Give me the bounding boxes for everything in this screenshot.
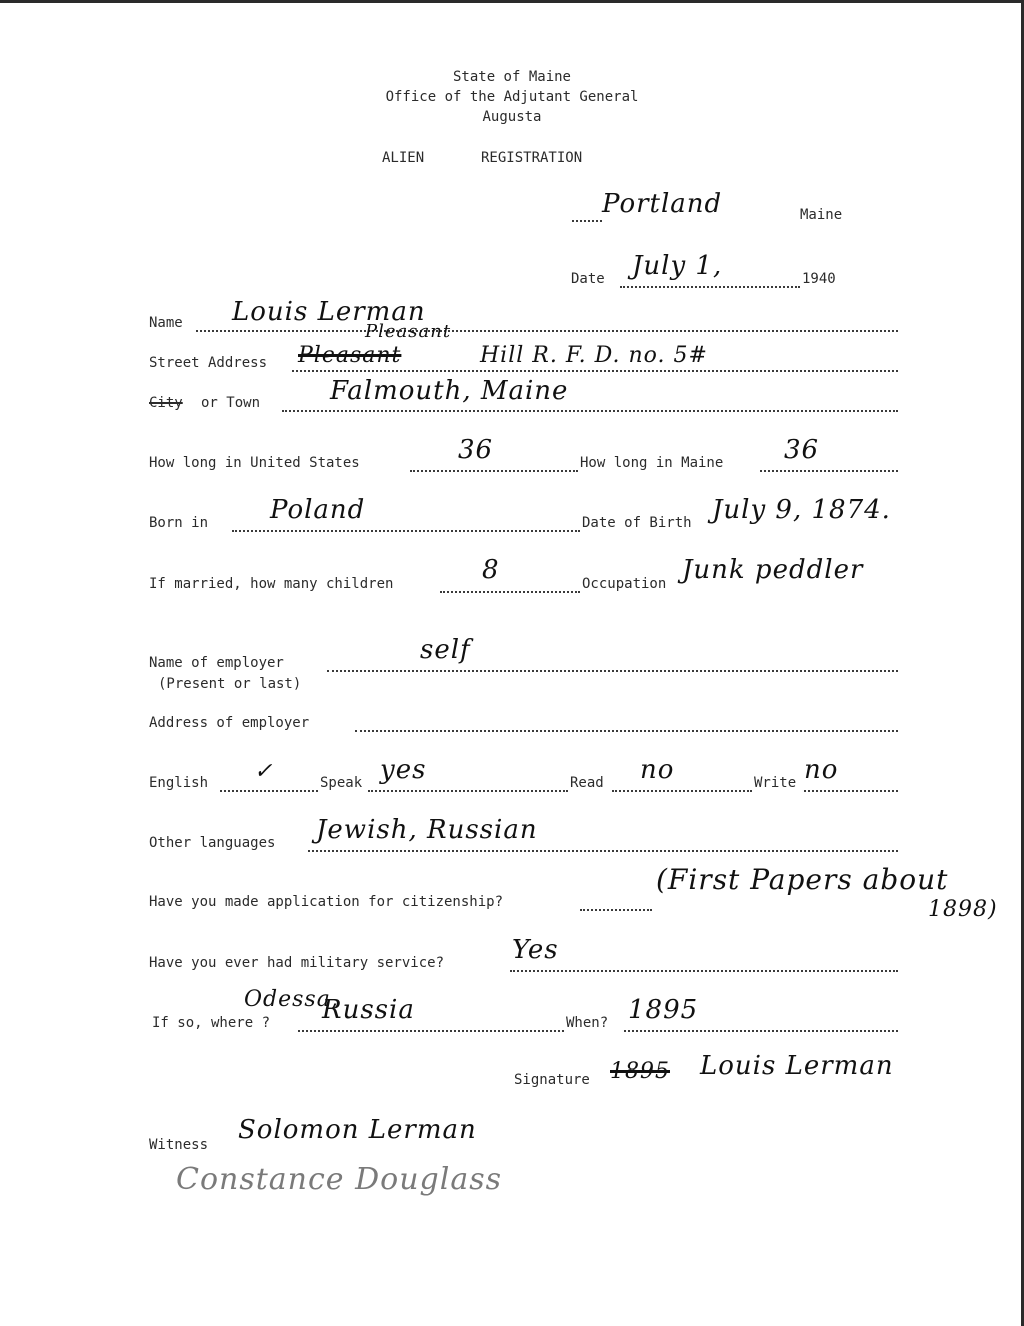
read-leader <box>612 778 752 792</box>
languages-label: Other languages <box>149 835 276 851</box>
signature-value: Louis Lerman <box>700 1051 894 1081</box>
date-value: July 1, <box>632 251 723 281</box>
place-leader <box>572 208 602 222</box>
employer-value: self <box>420 635 471 665</box>
employer-leader <box>327 658 898 672</box>
us-years-label: How long in United States <box>149 455 360 471</box>
name-label: Name <box>149 315 183 331</box>
write-label: Write <box>754 775 797 791</box>
citizenship-value: (First Papers about <box>656 863 949 896</box>
name-value: Louis Lerman <box>232 297 426 327</box>
children-value: 8 <box>482 555 500 585</box>
witness-label: Witness <box>149 1137 209 1153</box>
us-years-leader <box>410 458 578 472</box>
born-label: Born in <box>149 515 209 531</box>
employer-address-label: Address of employer <box>149 715 310 731</box>
citizenship-leader <box>580 897 652 911</box>
witness-value: Solomon Lerman <box>238 1115 477 1145</box>
street-inserted: Pleasant <box>365 321 452 342</box>
dob-label: Date of Birth <box>582 515 692 531</box>
children-label: If married, how many children <box>149 576 394 592</box>
where-label: If so, where ? <box>152 1015 271 1031</box>
occupation-label: Occupation <box>582 576 667 592</box>
english-label: English <box>149 775 209 791</box>
write-value: no <box>804 755 839 785</box>
us-years-value: 36 <box>458 435 494 465</box>
military-value: Yes <box>512 935 559 965</box>
place-value: Portland <box>602 189 723 219</box>
children-leader <box>440 579 580 593</box>
military-label: Have you ever had military service? <box>149 955 445 971</box>
dob-value: July 9, 1874. <box>712 495 891 525</box>
speak-label: Speak <box>320 775 363 791</box>
where-value: Russia <box>322 995 415 1025</box>
scan-edge-top <box>0 0 1024 3</box>
header-state: State of Maine <box>452 69 571 85</box>
employer-label: Name of employer <box>149 655 284 671</box>
when-value: 1895 <box>628 995 699 1025</box>
maine-years-value: 36 <box>784 435 820 465</box>
military-leader <box>510 958 898 972</box>
city-label-struck: City <box>149 395 183 411</box>
english-check: ✓ <box>254 759 274 784</box>
maine-years-leader <box>760 458 898 472</box>
maine-years-label: How long in Maine <box>580 455 724 471</box>
where-city: Odessa, <box>244 987 339 1012</box>
place-suffix: Maine <box>800 207 843 223</box>
header-office: Office of the Adjutant General <box>385 89 639 105</box>
occupation-value: Junk peddler <box>682 555 864 585</box>
title-registration: REGISTRATION <box>481 150 583 166</box>
citizenship-label: Have you made application for citizenship? <box>149 894 504 910</box>
signature-struck: 1895 <box>610 1059 670 1084</box>
street-value: Hill R. F. D. no. 5# <box>480 343 708 368</box>
witness-value-2: Constance Douglass <box>176 1162 502 1197</box>
street-struck: Pleasant <box>298 343 402 368</box>
date-label: Date <box>571 271 605 287</box>
born-value: Poland <box>270 495 366 525</box>
city-value: Falmouth, Maine <box>330 376 569 406</box>
citizenship-value-year: 1898) <box>928 897 998 922</box>
read-value: no <box>640 755 675 785</box>
signature-label: Signature <box>514 1072 590 1088</box>
employer-sublabel: (Present or last) <box>158 676 302 692</box>
speak-value: yes <box>380 755 427 785</box>
employer-address-leader <box>355 718 898 732</box>
header-city: Augusta <box>482 109 542 125</box>
city-label: or Town <box>201 395 261 411</box>
when-label: When? <box>566 1015 609 1031</box>
street-label: Street Address <box>149 355 268 371</box>
date-year: 1940 <box>802 271 836 287</box>
languages-value: Jewish, Russian <box>316 815 538 845</box>
title-alien: ALIEN <box>382 150 425 166</box>
read-label: Read <box>570 775 604 791</box>
